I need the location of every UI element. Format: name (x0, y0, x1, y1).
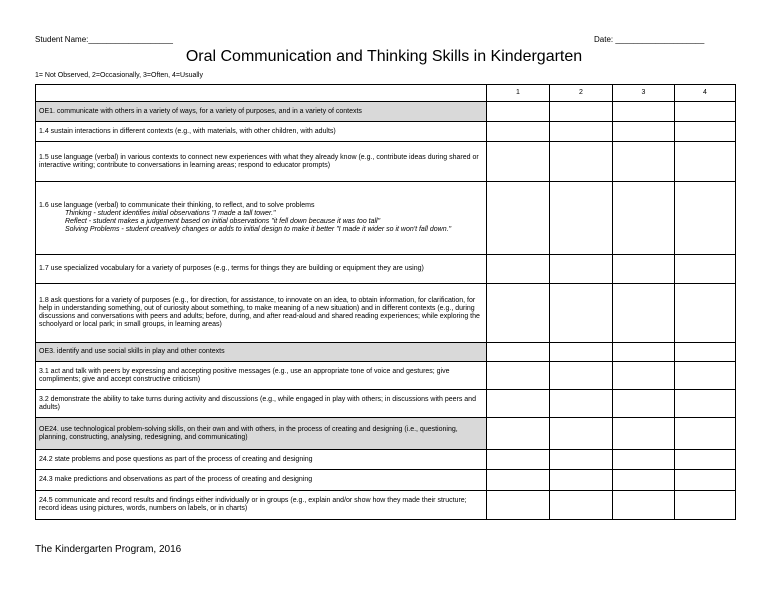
rating-cell-4[interactable] (675, 390, 736, 418)
row-description: 3.1 act and talk with peers by expressing and accepting positive messages (e.g., use an appropriate tone of voice and gestures; give compliments; give and accept constructive criticism) (36, 362, 487, 390)
rating-cell-2[interactable] (550, 255, 613, 284)
rating-cell-2[interactable] (550, 102, 613, 122)
rating-cell-4[interactable] (675, 102, 736, 122)
row-description: 24.2 state problems and pose questions as part of the process of creating and designing (36, 450, 487, 470)
column-header-4: 4 (675, 85, 736, 102)
rating-cell-4[interactable] (675, 362, 736, 390)
rating-cell-4[interactable] (675, 255, 736, 284)
rating-cell-3[interactable] (613, 450, 675, 470)
rating-cell-3[interactable] (613, 470, 675, 491)
table-row-3-2 (36, 390, 736, 418)
rating-cell-4[interactable] (675, 142, 736, 182)
row-main-text: 1.6 use language (verbal) to communicate their thinking, to reflect, and to solve problems (39, 202, 315, 209)
example-solving-problems: Solving Problems - student creatively changes or adds to initial design to make it better "I made it wider so it won't fall down." (65, 226, 452, 233)
table-row-24-2 (36, 450, 736, 470)
rating-cell-2[interactable] (550, 362, 613, 390)
rating-cell-2[interactable] (550, 142, 613, 182)
rating-cell-4[interactable] (675, 182, 736, 255)
rating-cell-4[interactable] (675, 470, 736, 491)
rating-cell-1[interactable] (487, 142, 550, 182)
rating-cell-4[interactable] (675, 418, 736, 450)
rating-cell-1[interactable] (487, 450, 550, 470)
rating-cell-1[interactable] (487, 182, 550, 255)
rating-cell-3[interactable] (613, 182, 675, 255)
page-title: Oral Communication and Thinking Skills in Kindergarten (185, 48, 583, 65)
header-blank-cell (36, 85, 487, 102)
column-header-1: 1 (487, 85, 550, 102)
row-description: 1.8 ask questions for a variety of purposes (e.g., for direction, for assistance, to innovate on an idea, to obtain information, for clarification, for help in understanding something, out of curiosity about something, to make meaning of a new situation) and in different contexts (e.g., during discussions and conversations with peers and adults; before, during, and after read-aloud and shared reading experiences; while exploring the schoolyard or local park; in small groups, in learning areas) (36, 284, 487, 343)
rating-cell-4[interactable] (675, 284, 736, 343)
rating-cell-2[interactable] (550, 470, 613, 491)
rating-cell-2[interactable] (550, 491, 613, 520)
rating-cell-2[interactable] (550, 390, 613, 418)
rating-cell-2[interactable] (550, 418, 613, 450)
table-row-24-5 (36, 491, 736, 520)
example-reflect: Reflect - student makes a judgement based on initial observations "it fell down because it was too tall" (65, 218, 381, 225)
rating-cell-3[interactable] (613, 255, 675, 284)
table-row-oe3 (36, 343, 736, 362)
row-description: 24.3 make predictions and observations as part of the process of creating and designing (36, 470, 487, 491)
table-header-row (36, 85, 736, 102)
rating-cell-1[interactable] (487, 284, 550, 343)
rating-cell-4[interactable] (675, 343, 736, 362)
rating-cell-2[interactable] (550, 343, 613, 362)
column-header-2: 2 (550, 85, 613, 102)
table-row-oe24 (36, 418, 736, 450)
row-description: 1.4 sustain interactions in different contexts (e.g., with materials, with other children, with adults) (36, 122, 487, 142)
row-description: OE24. use technological problem-solving skills, on their own and with others, in the process of creating and designing (i.e., questioning, planning, constructing, analysing, redesigning, and communicating) (36, 418, 487, 450)
rating-cell-1[interactable] (487, 362, 550, 390)
skills-table (35, 84, 736, 520)
rating-cell-4[interactable] (675, 122, 736, 142)
row-description: OE3. identify and use social skills in play and other contexts (36, 343, 487, 362)
rating-cell-4[interactable] (675, 450, 736, 470)
rating-cell-1[interactable] (487, 255, 550, 284)
table-row-1-8 (36, 284, 736, 343)
rating-cell-1[interactable] (487, 390, 550, 418)
rating-cell-2[interactable] (550, 450, 613, 470)
rating-cell-3[interactable] (613, 122, 675, 142)
table-row-3-1 (36, 362, 736, 390)
row-description: 1.5 use language (verbal) in various contexts to connect new experiences with what they already know (e.g., contribute ideas during shared or interactive writing; contribute to conversations in learning areas; respond to educator prompts) (36, 142, 487, 182)
rating-cell-1[interactable] (487, 491, 550, 520)
table-row-1-5 (36, 142, 736, 182)
table-row-1-4 (36, 122, 736, 142)
table-row-1-6 (36, 182, 736, 255)
rating-cell-3[interactable] (613, 343, 675, 362)
rating-cell-1[interactable] (487, 470, 550, 491)
rating-cell-1[interactable] (487, 102, 550, 122)
rating-cell-3[interactable] (613, 491, 675, 520)
rating-cell-4[interactable] (675, 491, 736, 520)
row-description: 3.2 demonstrate the ability to take turns during activity and discussions (e.g., while engaged in play with others; in discussions with peers and adults) (36, 390, 487, 418)
column-header-3: 3 (613, 85, 675, 102)
rating-cell-2[interactable] (550, 122, 613, 142)
example-thinking: Thinking - student identifies initial observations "I made a tall tower." (65, 210, 276, 217)
rating-cell-1[interactable] (487, 122, 550, 142)
rating-cell-3[interactable] (613, 362, 675, 390)
row-description: 1.7 use specialized vocabulary for a variety of purposes (e.g., terms for things they are building or equipment they are using) (36, 255, 487, 284)
footer-source: The Kindergarten Program, 2016 (35, 544, 182, 555)
rating-cell-2[interactable] (550, 284, 613, 343)
rating-cell-3[interactable] (613, 418, 675, 450)
rating-scale-legend: 1= Not Observed, 2=Occasionally, 3=Often, 4=Usually (35, 72, 203, 79)
rating-cell-1[interactable] (487, 418, 550, 450)
rating-cell-2[interactable] (550, 182, 613, 255)
row-description: OE1. communicate with others in a variety of ways, for a variety of purposes, and in a variety of contexts (36, 102, 487, 122)
student-name-field: Student Name:___________________ (35, 35, 173, 44)
rating-cell-3[interactable] (613, 142, 675, 182)
date-field: Date: ____________________ (594, 35, 705, 44)
table-row-1-7 (36, 255, 736, 284)
rating-cell-3[interactable] (613, 390, 675, 418)
rating-cell-3[interactable] (613, 284, 675, 343)
rating-cell-3[interactable] (613, 102, 675, 122)
table-row-24-3 (36, 470, 736, 491)
row-description (36, 182, 487, 255)
rating-cell-1[interactable] (487, 343, 550, 362)
table-row-oe1 (36, 102, 736, 122)
row-description: 24.5 communicate and record results and findings either individually or in groups (e.g., explain and/or show how they made their structure; record ideas using pictures, words, numbers on labels, or in charts) (36, 491, 487, 520)
